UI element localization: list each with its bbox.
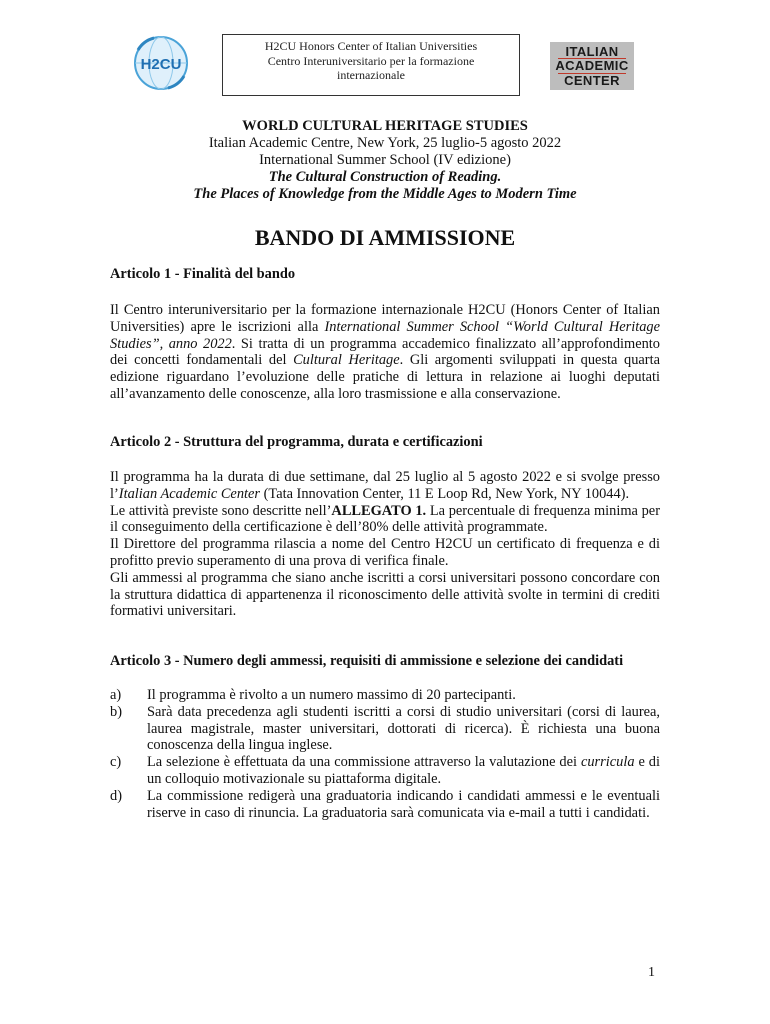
art2-paragraph4: Gli ammessi al programma che siano anche iscritti a corsi universitari possono concordare con la struttura didattica di appartenenza il riconoscimento delle attività svolte in termini di crediti formativi universitari. — [110, 569, 660, 620]
art1-text-e: . Gli argomenti sviluppati in questa quarta edizione riguardano l’evoluzione delle pratiche di lettura in relazione ai luoghi deputati all’avanzamento delle conoscenze, alla loro trasmissione e alla conservazione. — [110, 352, 660, 402]
center-name-box — [222, 34, 520, 96]
title-line4: The Cultural Construction of Reading. — [268, 169, 502, 185]
page-title: BANDO DI AMMISSIONE — [254, 225, 516, 250]
list-item-text-c: e di un colloquio motivazionale su piattaforma digitale. — [147, 754, 660, 787]
center-name-line1: H2CU Honors Center of Italian Universities — [264, 39, 478, 53]
list-item-label: b) — [110, 703, 122, 720]
art3-heading: Articolo 3 - Numero degli ammessi, requisiti di ammissione e selezione dei candidati — [110, 653, 624, 669]
iac-logo-line1: ITALIAN — [565, 43, 619, 59]
list-item-text: La commissione redigerà una graduatoria indicando i candidati ammessi e le eventuali riserve in caso di rinuncia. La graduatoria sarà comunicata via e-mail a tutti i candidati. — [147, 787, 660, 821]
art1-text-d: Cultural Heritage — [293, 352, 400, 369]
list-item — [110, 754, 660, 788]
title-line5: The Places of Knowledge from the Middle Ages to Modern Time — [193, 186, 577, 202]
art2-p1-text-c: (Tata Innovation Center, 11 E Loop Rd, New York, NY 10044). — [260, 485, 630, 502]
art2-p1-text-a: Il programma ha la durata di due settimane, dal 25 luglio al 5 agosto 2022 e si svolge presso l’ — [110, 469, 660, 502]
title-line2: Italian Academic Centre, New York, 25 luglio-5 agosto 2022 — [208, 135, 562, 151]
list-item-label: c) — [110, 754, 122, 771]
art1-text-b: International Summer School “World Cultural Heritage Studies”, anno 2022 — [110, 318, 660, 352]
art1-text-c: . Si tratta di un programma accademico finalizzato all’approfondimento dei concetti fondamentali del — [110, 335, 660, 369]
art1-paragraph — [110, 302, 660, 403]
list-item-text — [147, 754, 660, 788]
iac-logo-line2: ACADEMIC — [555, 58, 629, 74]
list-item — [110, 687, 660, 704]
art2-p2-text-b: ALLEGATO 1. — [331, 502, 427, 519]
title-block — [110, 118, 660, 203]
title-line3: International Summer School (IV edizione) — [259, 152, 511, 168]
list-item-text-b: curricula — [580, 754, 635, 771]
art3-list — [110, 687, 660, 821]
list-item-text-a: La selezione è effettuata da una commissione attraverso la valutazione dei — [147, 754, 581, 771]
art1-heading: Articolo 1 - Finalità del bando — [110, 266, 296, 282]
art2-p1-text-b: Italian Academic Center — [118, 485, 261, 502]
list-item — [110, 788, 660, 822]
art2-body — [110, 469, 660, 620]
art2-p2-text-a: Le attività previste sono descritte nell’ — [110, 502, 332, 519]
art2-heading: Articolo 2 - Struttura del programma, durata e certificazioni — [110, 434, 483, 450]
list-item-label: a) — [110, 687, 122, 703]
center-name-line2: Centro Interuniversitario per la formazione — [267, 53, 475, 68]
iac-logo-line3: CENTER — [564, 72, 620, 88]
page-number: 1 — [648, 965, 655, 980]
h2cu-logo — [132, 34, 190, 92]
list-item-label: d) — [110, 787, 122, 804]
center-name-line3: internazionale — [337, 68, 405, 82]
title-line1: WORLD CULTURAL HERITAGE STUDIES — [242, 118, 528, 134]
list-item-text: Sarà data precedenza agli studenti iscritti a corsi di studio universitari (corsi di laurea, laurea magistrale, master universitari, dottorati di ricerca). È richiesta una buona conoscenza della lingua inglese. — [147, 703, 660, 754]
art2-paragraph3: Il Direttore del programma rilascia a nome del Centro H2CU un certificato di frequenza e di profitto previo superamento di una prova di verifica finale. — [110, 536, 660, 569]
list-item-text: Il programma è rivolto a un numero massimo di 20 partecipanti. — [147, 687, 516, 703]
h2cu-logo-text: H2CU — [140, 56, 182, 73]
list-item — [110, 704, 660, 754]
art1-text-a: Il Centro interuniversitario per la formazione internazionale H2CU (Honors Center of Italian Universities) apre le iscrizioni alla — [110, 302, 660, 335]
art2-p2-text-c: La percentuale di frequenza minima per il conseguimento della certificazione è dell’80% delle attività programmate. — [110, 502, 660, 536]
italian-academic-center-logo — [550, 42, 634, 90]
art2-paragraph2 — [110, 503, 660, 537]
art2-paragraph1 — [110, 469, 660, 503]
